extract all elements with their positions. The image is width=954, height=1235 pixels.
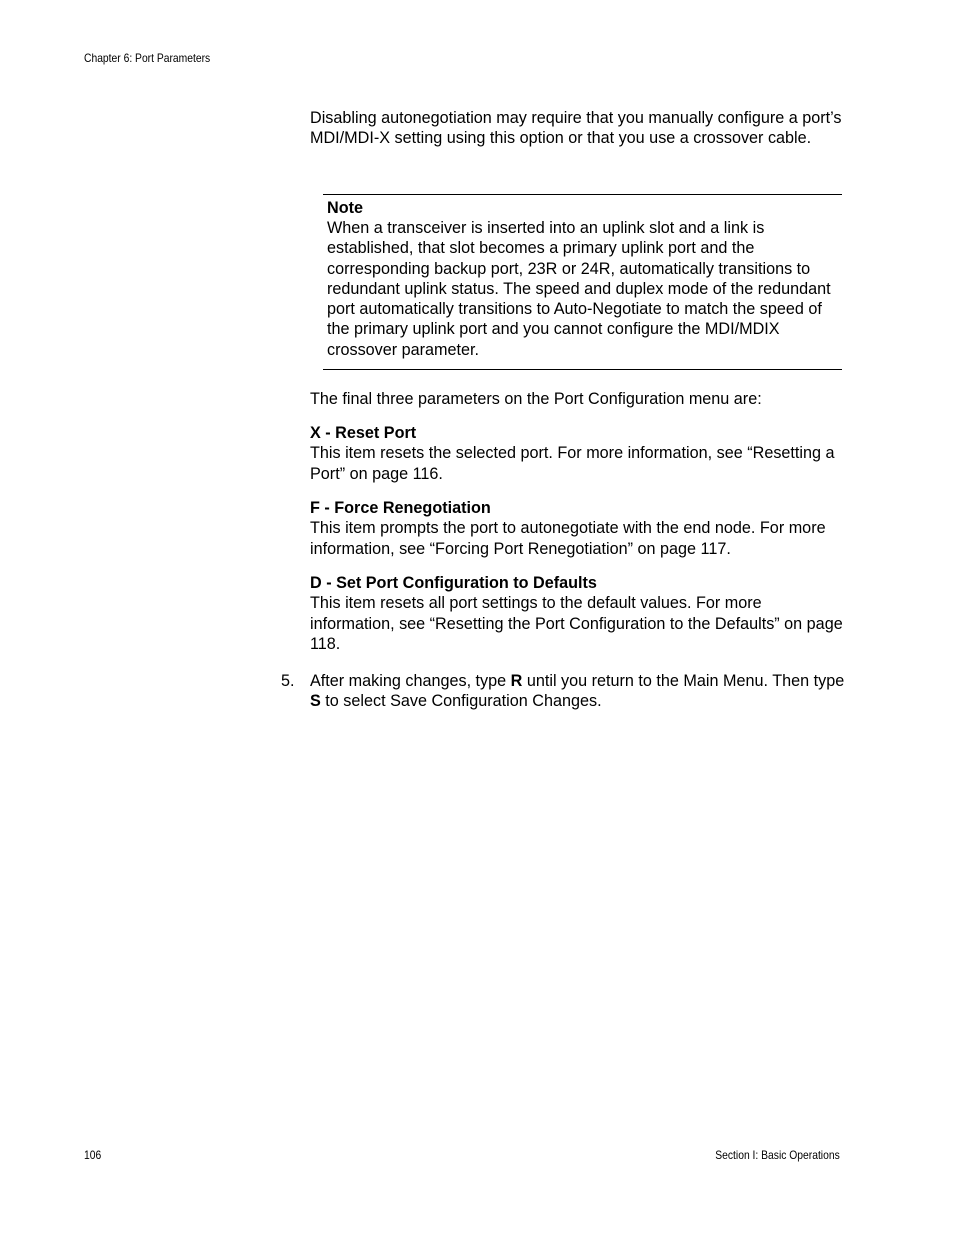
item-body: This item resets the selected port. For more information, see “Resetting a Port” on page 116. (310, 444, 835, 483)
note-body: When a transceiver is inserted into an uplink slot and a link is established, that slot becomes a primary uplink port and the corresponding backup port, 23R or 24R, automatically transitions to redundant uplink status. The speed and duplex mode of the redundant port automatically transitions to Auto-Negotiate to match the speed of the primary uplink port and you cannot configure the MDI/MDIX crossover parameter. (327, 219, 831, 359)
step-text (310, 671, 850, 712)
running-head: Chapter 6: Port Parameters (84, 51, 211, 65)
step-text-part: After making changes, type (310, 672, 511, 690)
step-key-s: S (310, 692, 321, 711)
final-params-paragraph: The final three parameters on the Port Configuration menu are: (310, 390, 762, 408)
item-force-renegotiation (310, 498, 850, 559)
step-text-part: to select Save Configuration Changes. (320, 692, 602, 711)
item-set-defaults (310, 573, 850, 654)
item-body: This item prompts the port to autonegotiate with the end node. For more information, see “Forcing Port Renegotiation” on page 117. (310, 519, 826, 558)
note-title: Note (327, 199, 363, 217)
step-number: 5. (281, 672, 295, 690)
item-body: This item resets all port settings to the default values. For more information, see “Resetting the Port Configuration to the Defaults” on page 118. (310, 594, 843, 653)
note-box (323, 194, 842, 370)
item-title: X - Reset Port (310, 424, 417, 442)
page-number: 106 (84, 1148, 102, 1162)
footer-section: Section I: Basic Operations (715, 1148, 840, 1162)
step-key-r: R (510, 672, 523, 690)
item-reset-port (310, 423, 850, 484)
intro-paragraph: Disabling autonegotiation may require that you manually configure a port’s MDI/MDI-X setting using this option or that you use a crossover cable. (310, 109, 842, 148)
item-title: D - Set Port Configuration to Defaults (310, 574, 597, 592)
item-title: F - Force Renegotiation (310, 499, 491, 517)
step-text-part: until you return to the Main Menu. Then type (522, 672, 845, 690)
